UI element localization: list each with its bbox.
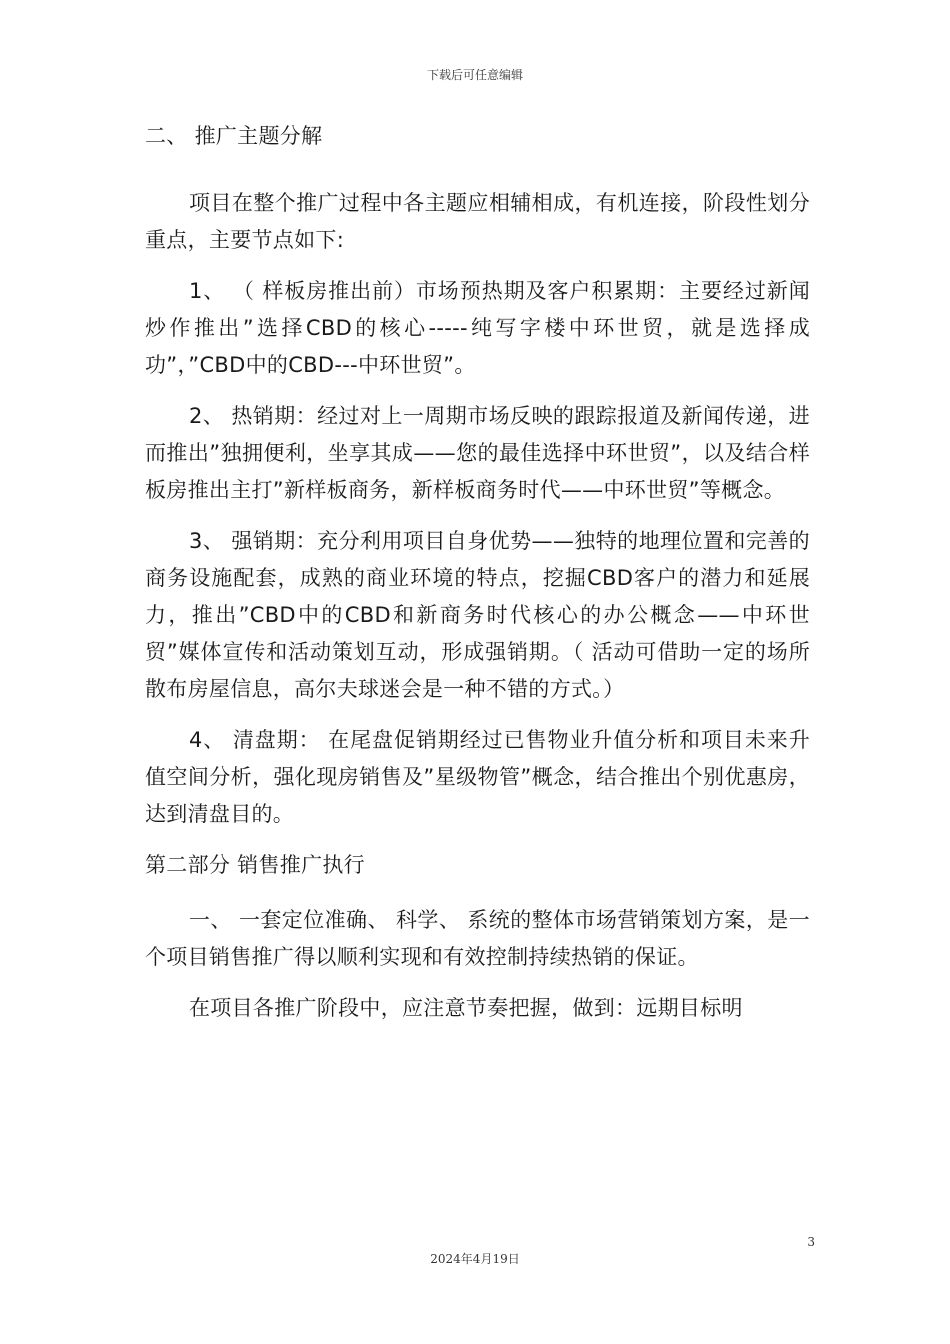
page-number: 3 <box>807 1235 815 1249</box>
section-one-continuation: 在项目各推广阶段中，应注意节奏把握，做到：远期目标明 <box>189 996 743 1020</box>
stage-item-2: 2、 热销期：经过对上一周期市场反映的跟踪报道及新闻传递，进而推出”独拥便利，坐享其成——您的最佳选择中环世贸”，以及结合样板房推出主打”新样板商务，新样板商务时代——中环世贸”等概念。 <box>145 404 810 502</box>
footer-date: 2024年4月19日 <box>430 1252 520 1266</box>
section-one-paragraph: 一、 一套定位准确、 科学、 系统的整体市场营销策划方案，是一个项目销售推广得以顺利实现和有效控制持续热销的保证。 <box>145 908 810 969</box>
stage-item-3: 3、 强销期：充分利用项目自身优势——独特的地理位置和完善的商务设施配套，成熟的商业环境的特点，挖掘CBD客户的潜力和延展力，推出”CBD中的CBD和新商务时代核心的办公概念——中环世贸”媒体宣传和活动策划互动，形成强销期。（ 活动可借助一定的场所散布房屋信息，高尔夫球迷会是一种不错的方式。） <box>145 529 810 701</box>
stage-item-4: 4、 清盘期： 在尾盘促销期经过已售物业升值分析和项目未来升值空间分析，强化现房销售及”星级物管”概念，结合推出个别优惠房，达到清盘目的。 <box>145 728 810 826</box>
document-body <box>145 118 810 1041</box>
part-two-heading: 第二部分 销售推广执行 <box>145 853 365 877</box>
stage-item-1: 1、 （ 样板房推出前）市场预热期及客户积累期：主要经过新闻炒作推出”选择CBD的核心-----纯写字楼中环世贸，就是选择成功”，”CBD中的CBD---中环世贸”。 <box>145 279 810 377</box>
intro-paragraph: 项目在整个推广过程中各主题应相辅相成，有机连接，阶段性划分重点，主要节点如下: <box>145 191 810 252</box>
section-heading-promotion-themes: 二、 推广主题分解 <box>145 124 323 148</box>
page-header-note: 下载后可任意编辑 <box>426 68 523 82</box>
